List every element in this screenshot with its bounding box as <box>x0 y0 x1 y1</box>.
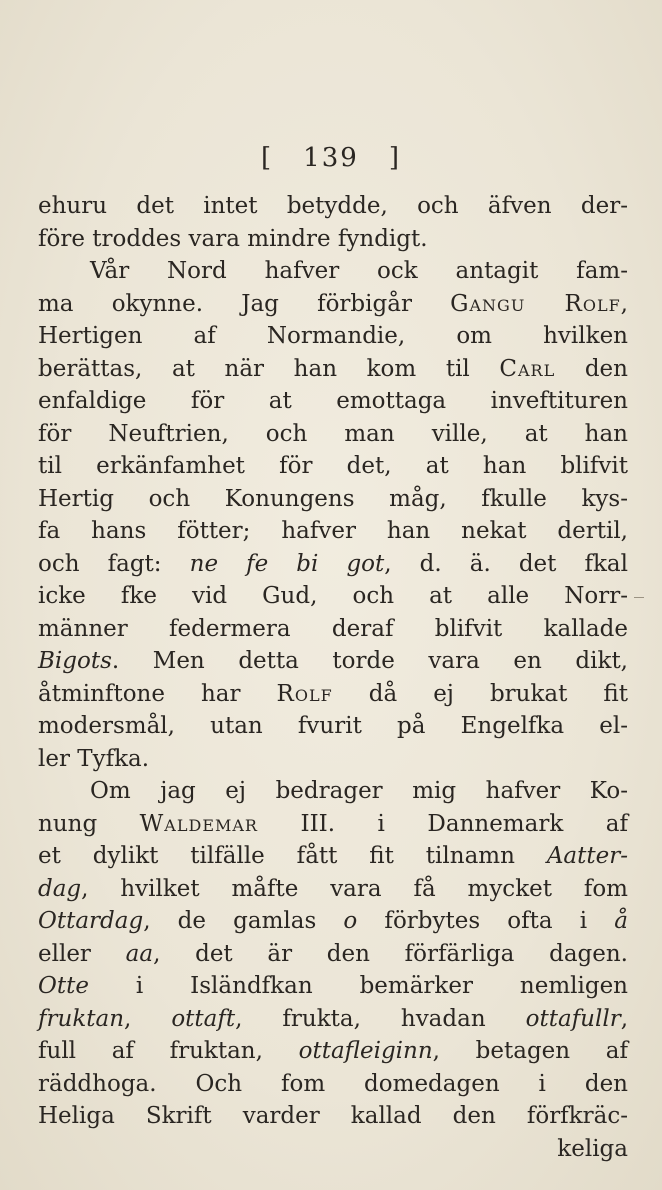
page-header <box>0 143 662 173</box>
italic-term: Bigots <box>38 648 112 674</box>
text-run: , <box>124 1005 172 1032</box>
italic-term: å <box>614 908 628 934</box>
text-run: , det är den förfärliga dagen. <box>153 940 628 967</box>
italic-term: o <box>343 908 358 934</box>
text-line <box>38 288 628 321</box>
text-line: enfaldige för at emottaga inveftituren <box>38 388 628 414</box>
italic-term: ottafullr <box>525 1005 621 1032</box>
catchword: keliga <box>557 1135 628 1162</box>
text-line: til erkänfamhet för det, at han blifvit <box>38 453 628 479</box>
text-line <box>38 873 628 906</box>
text-run: åtminftone har <box>38 680 277 707</box>
text-run: i Isländfkan bemärker nemligen <box>88 973 628 999</box>
text-line: Hertigen af Normandie, om hvilken <box>38 323 628 349</box>
body-text <box>38 190 628 1165</box>
text-line <box>38 1035 628 1068</box>
text-line: Heliga Skrift varder kallad den förfkräc- <box>38 1103 628 1129</box>
text-run: , de gamlas <box>143 908 344 934</box>
text-line: modersmål, utan fvurit på Engelfka el- <box>38 713 628 739</box>
text-line <box>38 353 628 386</box>
italic-term: ottafleiginn <box>298 1038 433 1064</box>
text-line <box>38 678 628 711</box>
text-run: . Men detta torde vara en dikt, <box>111 648 628 674</box>
text-line: Om jag ej bedrager mig hafver Ko- <box>90 778 628 804</box>
italic-term: Ottardag <box>38 908 144 934</box>
text-run: förbytes ofta i <box>357 908 615 934</box>
text-line: fa hans fötter; hafver han nekat dertil, <box>38 518 628 544</box>
italic-term: dag <box>38 875 82 902</box>
small-caps-name: Carl <box>499 355 556 382</box>
text-line: räddhoga. Och fom domedagen i den <box>38 1070 628 1097</box>
italic-term: aa <box>125 940 154 967</box>
text-run: , d. ä. det fkal <box>384 550 628 577</box>
text-run: ma okynne. Jag förbigår <box>38 290 451 317</box>
text-run: , hvilket måfte vara få mycket fom <box>81 875 628 902</box>
text-line: ler Tyfka. <box>38 745 150 772</box>
italic-term: Otte <box>38 973 89 999</box>
italic-term: ne fe bi got <box>189 550 385 577</box>
text-run: då ej brukat fit <box>332 680 628 707</box>
small-caps-name: Waldemar <box>139 810 258 837</box>
text-line <box>38 548 628 581</box>
text-line: ehuru det intet betydde, och äfven der- <box>38 193 628 219</box>
margin-mark <box>634 597 644 598</box>
bracket-right: ] <box>388 143 401 173</box>
text-line: Hertig och Konungens måg, fkulle kys- <box>38 485 628 512</box>
text-line: före troddes vara mindre fyndigt. <box>38 225 428 252</box>
small-caps-name: Rolf <box>276 680 333 707</box>
bracket-left: [ <box>261 143 274 173</box>
small-caps-name: Gangu Rolf <box>450 290 621 317</box>
italic-term: ottaft <box>171 1005 236 1032</box>
text-run: , <box>620 1005 628 1032</box>
text-line: männer federmera deraf blifvit kallade <box>38 615 628 642</box>
text-line <box>38 1003 628 1036</box>
text-line: för Neuftrien, och man ville, at han <box>38 420 628 447</box>
text-run: full af fruktan, <box>38 1038 299 1064</box>
text-line <box>38 645 628 678</box>
text-line <box>38 970 628 1003</box>
text-run: nung <box>38 810 140 837</box>
page-number: 139 <box>303 143 359 173</box>
italic-term: Aatter- <box>546 843 628 869</box>
text-line <box>38 808 628 841</box>
text-run: et dylikt tilfälle fått fit tilnamn <box>38 843 547 869</box>
italic-term: fruktan <box>38 1005 125 1032</box>
text-run: eller <box>38 940 126 967</box>
text-line <box>38 938 628 971</box>
text-run: berättas, at när han kom til <box>38 355 500 382</box>
text-run: , betagen af <box>432 1038 628 1064</box>
text-line <box>38 840 628 873</box>
text-run: , <box>620 290 628 317</box>
text-line <box>38 905 628 938</box>
text-line: icke fke vid Gud, och at alle Norr- <box>38 583 628 609</box>
text-line: Vår Nord hafver ock antagit fam- <box>90 258 628 284</box>
text-run: , frukta, hvadan <box>235 1005 526 1032</box>
text-run: och fagt: <box>38 550 190 577</box>
text-run: III. i Dannemark af <box>257 810 628 837</box>
text-run: den <box>555 355 628 382</box>
